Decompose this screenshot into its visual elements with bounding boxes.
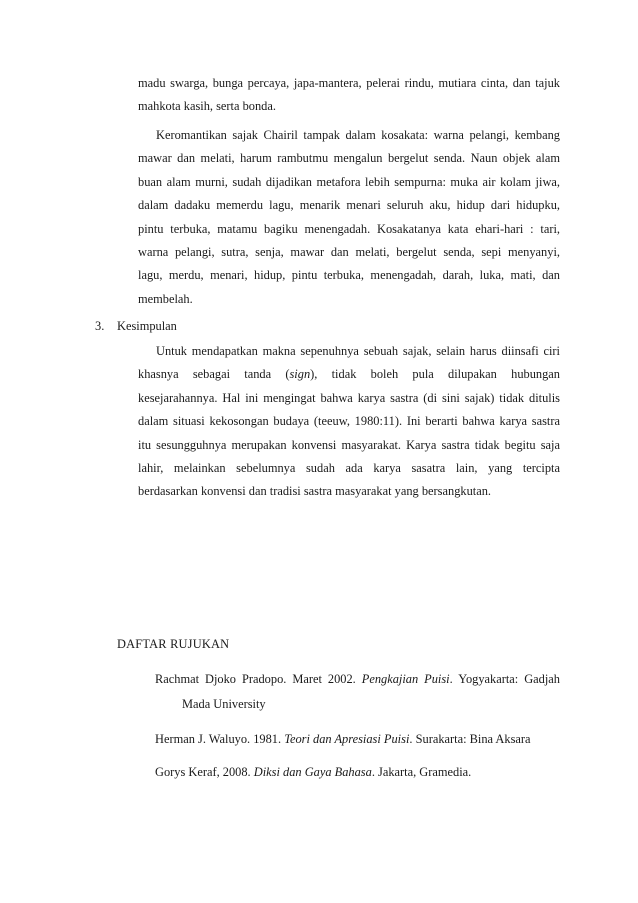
reference-publisher: . Surakarta: Bina Aksara [409, 732, 531, 746]
reference-item [155, 667, 560, 717]
text-line [138, 363, 560, 386]
reference-line [155, 667, 560, 692]
text-line: buan alam murni, sudah dijadikan metafora lebih sempurna: muka air kolam jiwa, [138, 174, 560, 189]
text-line: warna pelangi, sutra, senja, mawar dan melati, bergelut senda, sepi menyanyi, [138, 244, 560, 259]
reference-item [155, 727, 560, 752]
text-line: membelah. [138, 291, 193, 306]
reference-title: Pengkajian Puisi [361, 672, 450, 686]
reference-author: Herman J. Waluyo. 1981. [155, 732, 285, 746]
references-heading: DAFTAR RUJUKAN [117, 637, 230, 651]
text-fragment: ), tidak boleh pula dilupakan hubungan [310, 367, 560, 382]
reference-title: Diksi dan Gaya Bahasa [253, 765, 372, 779]
paragraph-keromantikan [138, 124, 560, 311]
text-line: mawar dan melati, harum rambutmu mengalun bergelut senda. Naun objek alam [138, 151, 560, 166]
text-fragment: khasnya sebagai tanda ( [138, 367, 290, 382]
reference-continuation: Mada University [182, 697, 266, 711]
text-line: pintu terbuka, matamu bagiku menengadah. Kosakatanya kata ehari-hari : tari, [138, 221, 560, 236]
text-line: Keromantikan sajak Chairil tampak dalam kosakata: warna pelangi, kembang [156, 128, 560, 142]
text-line: kesejarahannya. Hal ini mengingat bahwa karya sastra (di sini sajak) tidak ditulis [138, 390, 560, 405]
section-number: 3. [95, 319, 105, 333]
reference-publisher: . Jakarta, Gramedia. [371, 765, 472, 779]
text-line: mahkota kasih, serta bonda. [138, 99, 276, 114]
text-line: madu swarga, bunga percaya, japa-mantera, pelerai rindu, mutiara cinta, dan tajuk [138, 76, 560, 90]
text-line: berdasarkan konvensi dan tradisi sastra masyarakat yang bersangkutan. [138, 484, 492, 499]
reference-author: Gorys Keraf, 2008. [155, 765, 254, 779]
text-line: dalam dadaku memerdu lagu, menarik menari seluruh aku, hidup dari hidupku, [138, 198, 560, 213]
text-line: Untuk mendapatkan makna sepenuhnya sebuah sajak, selain harus diinsafi ciri [156, 344, 560, 358]
reference-title: Teori dan Apresiasi Puisi [284, 732, 410, 746]
paragraph-continuation [138, 72, 560, 119]
reference-author: Rachmat Djoko Pradopo. Maret 2002. [155, 672, 362, 686]
section-title: Kesimpulan [117, 319, 177, 333]
text-line: lahir, melainkan sebelumnya sudah ada karya sasatra lain, yang tercipta [138, 460, 560, 475]
reference-item [155, 760, 560, 785]
italic-term: sign [289, 367, 311, 382]
paragraph-kesimpulan [138, 340, 560, 504]
text-line: itu sesungguhnya merupakan konvensi masyarakat. Karya sastra tidak begitu saja [138, 437, 560, 452]
text-line: dalam situasi kekosongan budaya (teeuw, 1980:11). Ini berarti bahwa karya sastra [138, 414, 560, 429]
text-line: lagu, merdu, menari, hidup, pintu terbuka, menengadah, darah, luka, mati, dan [138, 268, 560, 283]
reference-publisher: . Yogyakarta: Gadjah [449, 672, 560, 686]
